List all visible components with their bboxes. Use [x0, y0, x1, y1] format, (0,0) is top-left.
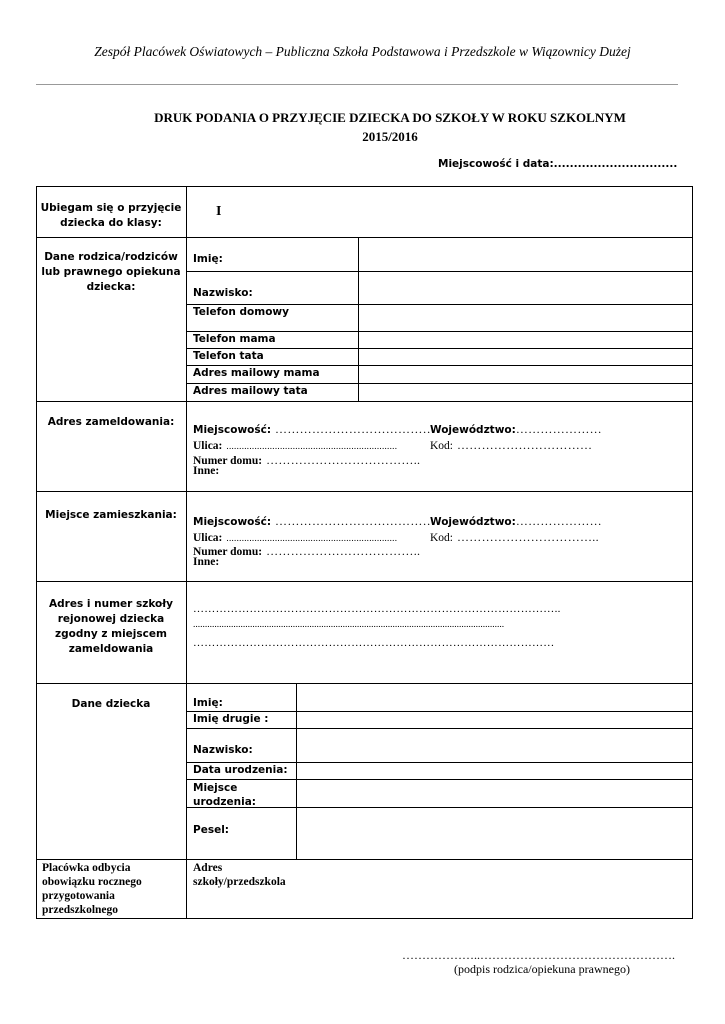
row-divider — [36, 237, 693, 238]
preschool-address-label[interactable]: Adres szkoły/przedszkola — [193, 862, 286, 888]
district-school-dots-2[interactable]: ................................................................................................................................... — [193, 620, 505, 630]
residence-address-label: Miejsce zamieszkania: — [45, 509, 177, 521]
residence-code-label: Kod: — [430, 532, 453, 544]
mother-email-label: Adres mailowy mama — [193, 367, 320, 379]
residence-street-dots: ................................................................... — [226, 533, 398, 543]
header-divider — [36, 84, 678, 85]
registered-street-dots: ................................................................... — [226, 441, 398, 451]
row-divider — [36, 859, 693, 860]
residence-code-dots: …………………………….. — [457, 530, 599, 544]
residence-house-label: Numer domu: — [193, 546, 263, 558]
residence-house-line[interactable] — [193, 542, 420, 560]
child-data-label: Dane dziecka — [71, 698, 151, 710]
table-border-left — [36, 186, 37, 919]
child-last-name-label: Nazwisko: — [193, 744, 253, 756]
child-birth-place-label: Miejsce urodzenia: — [193, 782, 256, 808]
parents-value-divider — [358, 237, 359, 401]
registered-voivodeship-dots: ………………… — [515, 422, 602, 436]
class-label: Ubiegam się o przyjęcie dziecka do klasy: — [40, 202, 182, 229]
row-divider — [36, 491, 693, 492]
class-value[interactable]: I — [216, 204, 222, 219]
parents-row-divider — [186, 271, 693, 272]
form-title-line2: 2015/2016 — [362, 129, 418, 144]
residence-other-label[interactable]: Inne: — [193, 556, 220, 568]
parents-label: Dane rodzica/rodziców lub prawnego opiekuna dziecka: — [41, 251, 181, 293]
parent-last-name-label: Nazwisko: — [193, 287, 253, 299]
child-row-divider — [186, 711, 693, 712]
row-divider — [36, 401, 693, 402]
registered-house-dots: ……………………………….. — [266, 453, 421, 467]
parents-row-divider — [186, 365, 693, 366]
residence-town-label: Miejscowość: — [193, 516, 272, 528]
form-title — [110, 108, 670, 146]
registered-house-label: Numer domu: — [193, 455, 263, 467]
row-divider — [36, 683, 693, 684]
registered-street-label: Ulica: — [193, 440, 223, 452]
registered-code-line[interactable] — [430, 436, 592, 454]
registered-address-label: Adres zameldowania: — [47, 416, 175, 428]
home-phone-label: Telefon domowy — [193, 306, 289, 318]
registered-other-label[interactable]: Inne: — [193, 465, 220, 477]
child-value-divider — [296, 683, 297, 859]
father-phone-label: Telefon tata — [193, 350, 264, 362]
registered-town-label: Miejscowość: — [193, 424, 272, 436]
residence-street-label: Ulica: — [193, 532, 223, 544]
child-second-name-label: Imię drugie : — [193, 713, 269, 725]
row-divider — [36, 186, 693, 187]
residence-voivodeship-dots: ………………… — [515, 514, 602, 528]
registered-town-dots: ………………………………… — [275, 422, 435, 436]
district-school-label: Adres i numer szkoły rejonowej dziecka zgodny z miejscem zameldowania — [49, 598, 173, 655]
row-divider — [36, 918, 693, 919]
child-row-divider — [186, 762, 693, 763]
district-school-dots-3[interactable]: …………………………………………………………………………………… — [193, 637, 555, 649]
residence-voivodeship-label: Województwo: — [430, 516, 516, 528]
registered-voivodeship-label: Województwo: — [430, 424, 516, 436]
parents-row-divider — [186, 348, 693, 349]
form-title-line1: DRUK PODANIA O PRZYJĘCIE DZIECKA DO SZKOŁY W ROKU SZKOLNYM — [154, 110, 626, 125]
child-row-divider — [186, 728, 693, 729]
child-first-name-label: Imię: — [193, 697, 223, 709]
row-divider — [36, 581, 693, 582]
registered-code-dots: …………………………… — [457, 438, 593, 452]
residence-house-dots: ……………………………….. — [266, 544, 421, 558]
parents-row-divider — [186, 383, 693, 384]
child-row-divider — [186, 779, 693, 780]
table-column-divider — [186, 186, 187, 919]
parent-first-name-label: Imię: — [193, 253, 223, 265]
parents-row-divider — [186, 331, 693, 332]
district-school-dots-1[interactable]: …………………………………………………………………………………….. — [193, 603, 561, 615]
mother-phone-label: Telefon mama — [193, 333, 276, 345]
registered-code-label: Kod: — [430, 440, 453, 452]
child-birth-date-label: Data urodzenia: — [193, 764, 288, 776]
residence-town-dots: ………………………………… — [275, 514, 435, 528]
residence-code-line[interactable] — [430, 528, 599, 546]
parents-row-divider — [186, 304, 693, 305]
registered-house-line[interactable] — [193, 451, 420, 469]
table-border-right — [692, 186, 693, 919]
child-pesel-label: Pesel: — [193, 824, 229, 836]
father-email-label: Adres mailowy tata — [193, 385, 308, 397]
preschool-label: Placówka odbycia obowiązku rocznego przygotowania przedszkolnego — [42, 862, 142, 916]
signature-caption: (podpis rodzica/opiekuna prawnego) — [454, 962, 630, 976]
place-date-field[interactable]: Miejscowość i data:............................... — [438, 158, 678, 170]
signature-line[interactable]: ………………..…………………………………………. — [402, 948, 675, 962]
institution-header: Zespół Placówek Oświatowych – Publiczna Szkoła Podstawowa i Przedszkole w Wiązownicy Dużej — [94, 44, 631, 59]
